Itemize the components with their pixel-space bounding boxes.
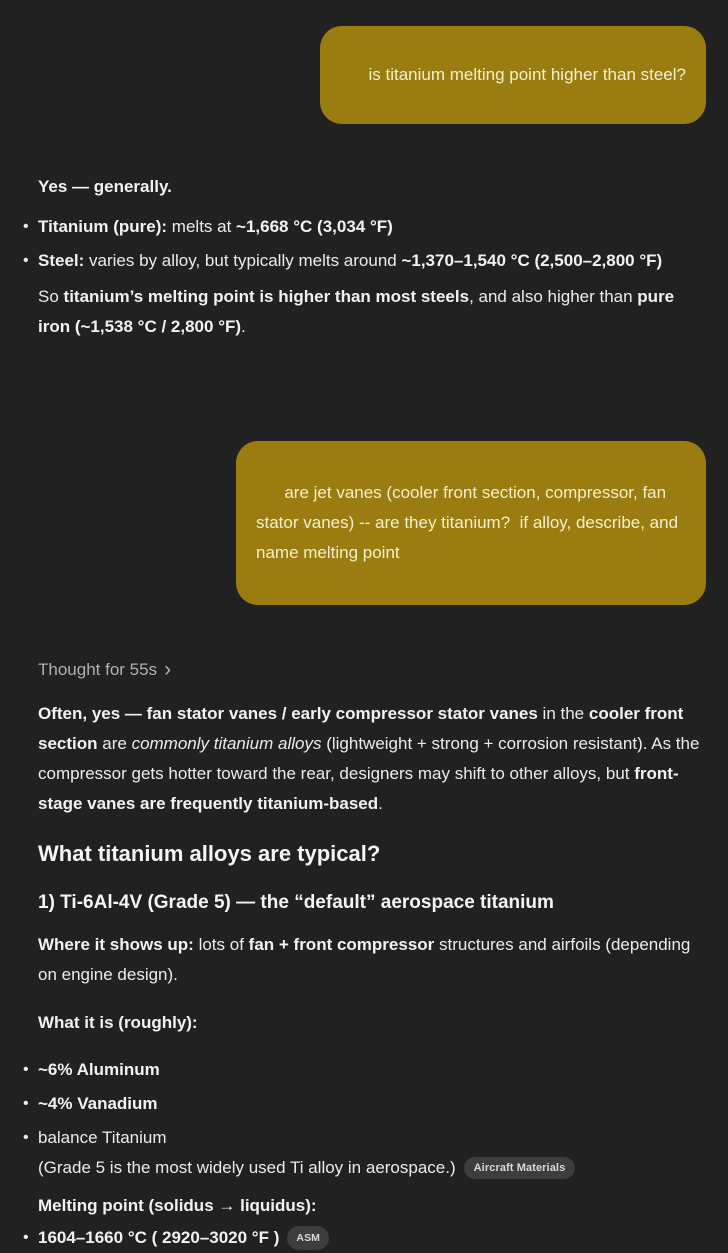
text-segment: . [378,794,383,813]
user-message-text: are jet vanes (cooler front section, compressor, fan stator vanes) -- are they titanium? if alloy, describe, and name melting point [256,483,683,562]
subsection-heading: 1) Ti-6Al-4V (Grade 5) — the “default” aerospace titanium [38,892,554,913]
text-segment: cooler front section [38,704,684,753]
text-segment: structures and airfoils (depending on engine design). [38,935,691,984]
text-segment: are [97,734,132,753]
list-item [38,212,706,242]
paragraph [38,1008,706,1038]
text-segment: varies by alloy, but typically melts around [84,251,402,270]
text-segment: lots of [193,935,249,954]
text-segment: commonly titanium alloys [131,734,322,753]
text-segment: So [38,287,64,306]
text-segment: Yes — generally. [38,177,172,196]
list-item [38,1089,706,1119]
list-item [38,1223,706,1253]
user-message-row [20,441,706,605]
thought-label: Thought for 55s [38,660,158,679]
user-message-bubble [320,26,706,124]
text-segment: , and also higher than [469,287,638,306]
user-message-text: is titanium melting point higher than steel? [368,65,686,84]
text-segment: fan + front compressor [248,935,435,954]
text-segment: melts at [167,217,237,236]
text-segment: (Grade 5 is the most widely used Ti alloy in aerospace.) [38,1158,456,1177]
text-segment: Often, yes — fan stator vanes / early compressor stator vanes [38,704,538,723]
section-heading: What titanium alloys are typical? [38,841,381,866]
text-segment: titanium’s melting point is higher than most steels [63,287,470,306]
user-message-row [20,26,706,124]
text-segment: Steel: [38,251,85,270]
text-segment: pure iron (~1,538 °C / 2,800 °F) [38,287,675,336]
paragraph [38,930,706,990]
list-item [38,1123,706,1183]
text-segment: front-stage vanes are frequently titanium-based [38,764,679,813]
text-segment: 1604–1660 °C ( 2920–3020 °F ) [38,1228,280,1247]
list-item [38,246,706,276]
bullet-list [38,1055,706,1183]
text-segment: Titanium (pure): [38,217,168,236]
bullet-list [38,1223,706,1253]
paragraph-outro [38,282,706,342]
text-segment: What it is (roughly): [38,1013,198,1032]
text-segment: Melting point (solidus → liquidus): [38,1196,317,1215]
thought-toggle[interactable] [38,655,171,685]
citation-badge-aircraft-materials[interactable]: Aircraft Materials [464,1157,576,1179]
bullet-list [38,212,706,276]
text-segment: ~4% Vanadium [38,1094,158,1113]
assistant-message [38,172,706,342]
paragraph [38,1191,706,1221]
text-segment: ~6% Aluminum [38,1060,160,1079]
text-segment: in the [537,704,589,723]
paragraph [38,699,706,819]
text-segment: Where it shows up: [38,935,194,954]
paragraph-intro [38,172,706,202]
text-segment: . [241,317,246,336]
text-segment: ~1,668 °C (3,034 °F) [236,217,393,236]
citation-badge-asm[interactable]: ASM [287,1226,329,1250]
chevron-right-icon: › [164,658,172,681]
assistant-message [38,699,706,1253]
text-segment: (lightweight + strong + corrosion resistant). As the compressor gets hotter toward the rear, designers may shift to other alloys, but [38,734,700,783]
text-segment: ~1,370–1,540 °C (2,500–2,800 °F) [401,251,663,270]
list-item [38,1055,706,1085]
text-segment: balance Titanium [38,1128,167,1147]
user-message-bubble [236,441,706,605]
